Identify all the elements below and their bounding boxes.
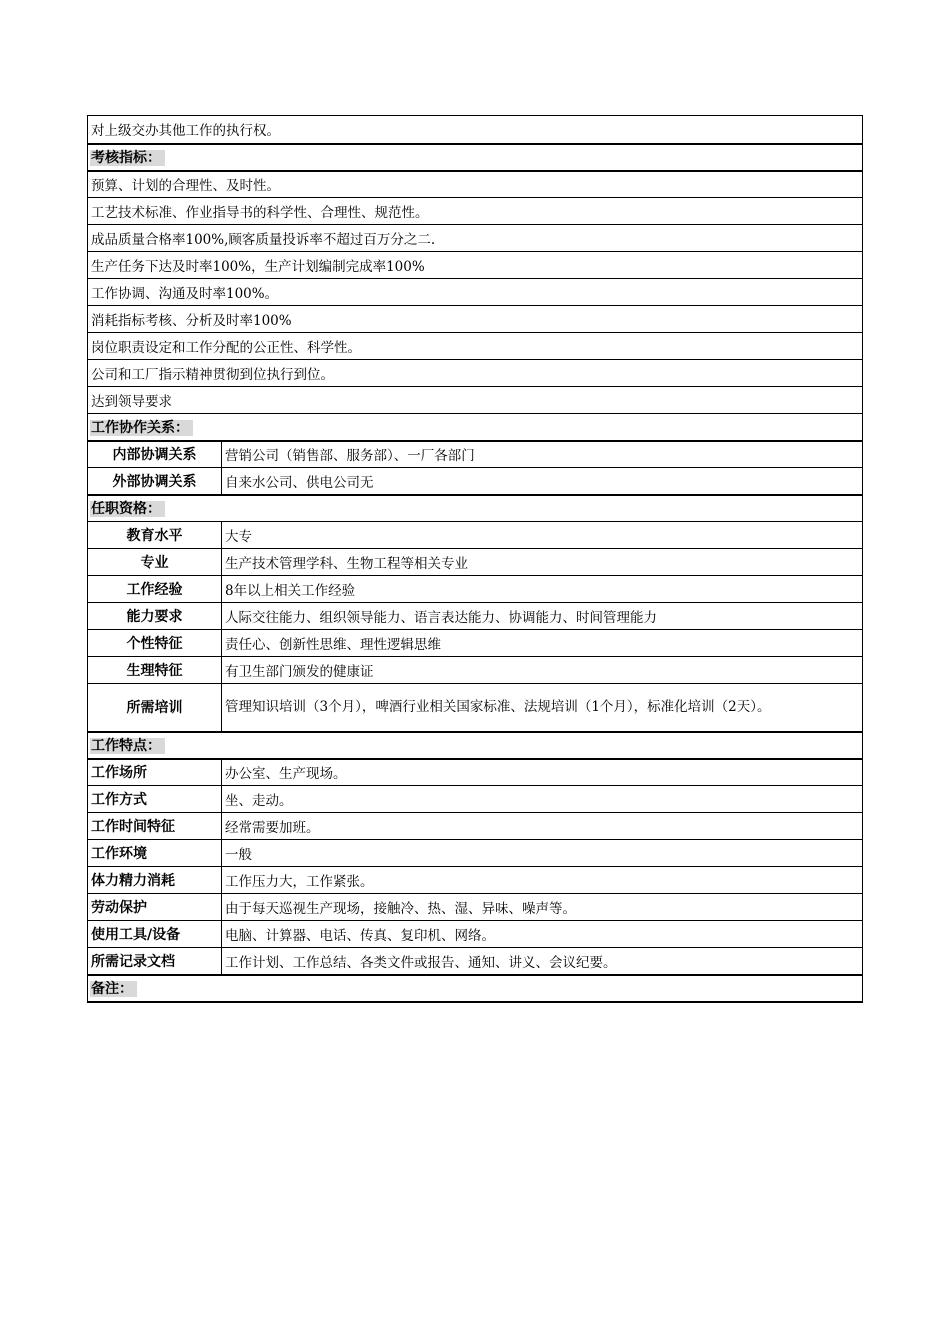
qualification-label: 个性特征 [88, 630, 222, 657]
feature-row [88, 813, 863, 840]
kpi-row [88, 252, 863, 279]
kpi-row [88, 198, 863, 225]
feature-row [88, 786, 863, 813]
qualification-row [88, 630, 863, 657]
feature-value: 一般 [222, 840, 863, 867]
relations-header-row [88, 414, 863, 441]
feature-row [88, 921, 863, 948]
relation-label: 内部协调关系 [88, 441, 222, 468]
qualification-row [88, 522, 863, 549]
feature-label: 工作环境 [88, 840, 222, 867]
feature-label: 体力精力消耗 [88, 867, 222, 894]
kpi-row [88, 333, 863, 360]
feature-label: 工作方式 [88, 786, 222, 813]
relation-label: 外部协调关系 [88, 468, 222, 495]
kpi-item: 岗位职责设定和工作分配的公正性、科学性。 [88, 333, 863, 360]
feature-value: 工作压力大，工作紧张。 [222, 867, 863, 894]
relation-value: 自来水公司、供电公司无 [222, 468, 863, 495]
kpi-item: 消耗指标考核、分析及时率100% [88, 306, 863, 333]
feature-value: 电脑、计算器、电话、传真、复印机、网络。 [222, 921, 863, 948]
kpi-row [88, 306, 863, 333]
remarks-header: 备注： [90, 981, 137, 997]
kpi-item: 达到领导要求 [88, 387, 863, 414]
feature-row [88, 894, 863, 921]
feature-value: 由于每天巡视生产现场，接触冷、热、湿、异味、噪声等。 [222, 894, 863, 921]
feature-value: 工作计划、工作总结、各类文件或报告、通知、讲义、会议纪要。 [222, 948, 863, 975]
feature-value: 经常需要加班。 [222, 813, 863, 840]
feature-label: 所需记录文档 [88, 948, 222, 975]
kpi-header-row [88, 144, 863, 171]
qualification-row [88, 684, 863, 732]
qualification-row [88, 549, 863, 576]
kpi-item: 生产任务下达及时率100%，生产计划编制完成率100% [88, 252, 863, 279]
feature-row [88, 948, 863, 975]
relations-row [88, 441, 863, 468]
qualification-value: 管理知识培训（3个月），啤酒行业相关国家标准、法规培训（1个月），标准化培训（2天）。 [222, 684, 863, 732]
kpi-item: 工艺技术标准、作业指导书的科学性、合理性、规范性。 [88, 198, 863, 225]
qualification-value: 责任心、创新性思维、理性逻辑思维 [222, 630, 863, 657]
qualifications-header: 任职资格： [90, 501, 165, 517]
kpi-row [88, 225, 863, 252]
kpi-row [88, 360, 863, 387]
kpi-header: 考核指标： [90, 150, 165, 166]
feature-value: 坐、走动。 [222, 786, 863, 813]
authority-row [88, 116, 863, 144]
qualifications-header-row [88, 495, 863, 522]
feature-label: 工作时间特征 [88, 813, 222, 840]
job-description-sheet [87, 115, 863, 1003]
job-description-table [87, 115, 863, 1003]
kpi-row [88, 279, 863, 306]
qualification-label: 能力要求 [88, 603, 222, 630]
feature-label: 工作场所 [88, 759, 222, 786]
qualification-row [88, 657, 863, 684]
qualification-row [88, 603, 863, 630]
relation-value: 营销公司（销售部、服务部）、一厂各部门 [222, 441, 863, 468]
kpi-item: 成品质量合格率100%,顾客质量投诉率不超过百万分之二. [88, 225, 863, 252]
feature-row [88, 840, 863, 867]
features-header-row [88, 732, 863, 759]
qualification-value: 8年以上相关工作经验 [222, 576, 863, 603]
kpi-row [88, 171, 863, 198]
qualification-label: 工作经验 [88, 576, 222, 603]
kpi-item: 预算、计划的合理性、及时性。 [88, 171, 863, 198]
qualification-label: 专业 [88, 549, 222, 576]
feature-value: 办公室、生产现场。 [222, 759, 863, 786]
qualification-label: 教育水平 [88, 522, 222, 549]
qualification-row [88, 576, 863, 603]
qualification-value: 生产技术管理学科、生物工程等相关专业 [222, 549, 863, 576]
qualification-label: 所需培训 [88, 684, 222, 732]
kpi-item: 工作协调、沟通及时率100%。 [88, 279, 863, 306]
qualification-value: 大专 [222, 522, 863, 549]
remarks-row [88, 975, 863, 1002]
relations-header: 工作协作关系： [90, 420, 193, 436]
kpi-item: 公司和工厂指示精神贯彻到位执行到位。 [88, 360, 863, 387]
authority-text: 对上级交办其他工作的执行权。 [88, 116, 863, 144]
qualification-value: 有卫生部门颁发的健康证 [222, 657, 863, 684]
qualification-label: 生理特征 [88, 657, 222, 684]
feature-row [88, 759, 863, 786]
relations-row [88, 468, 863, 495]
feature-row [88, 867, 863, 894]
feature-label: 劳动保护 [88, 894, 222, 921]
kpi-row [88, 387, 863, 414]
features-header: 工作特点： [90, 738, 165, 754]
qualification-value: 人际交往能力、组织领导能力、语言表达能力、协调能力、时间管理能力 [222, 603, 863, 630]
feature-label: 使用工具/设备 [88, 921, 222, 948]
